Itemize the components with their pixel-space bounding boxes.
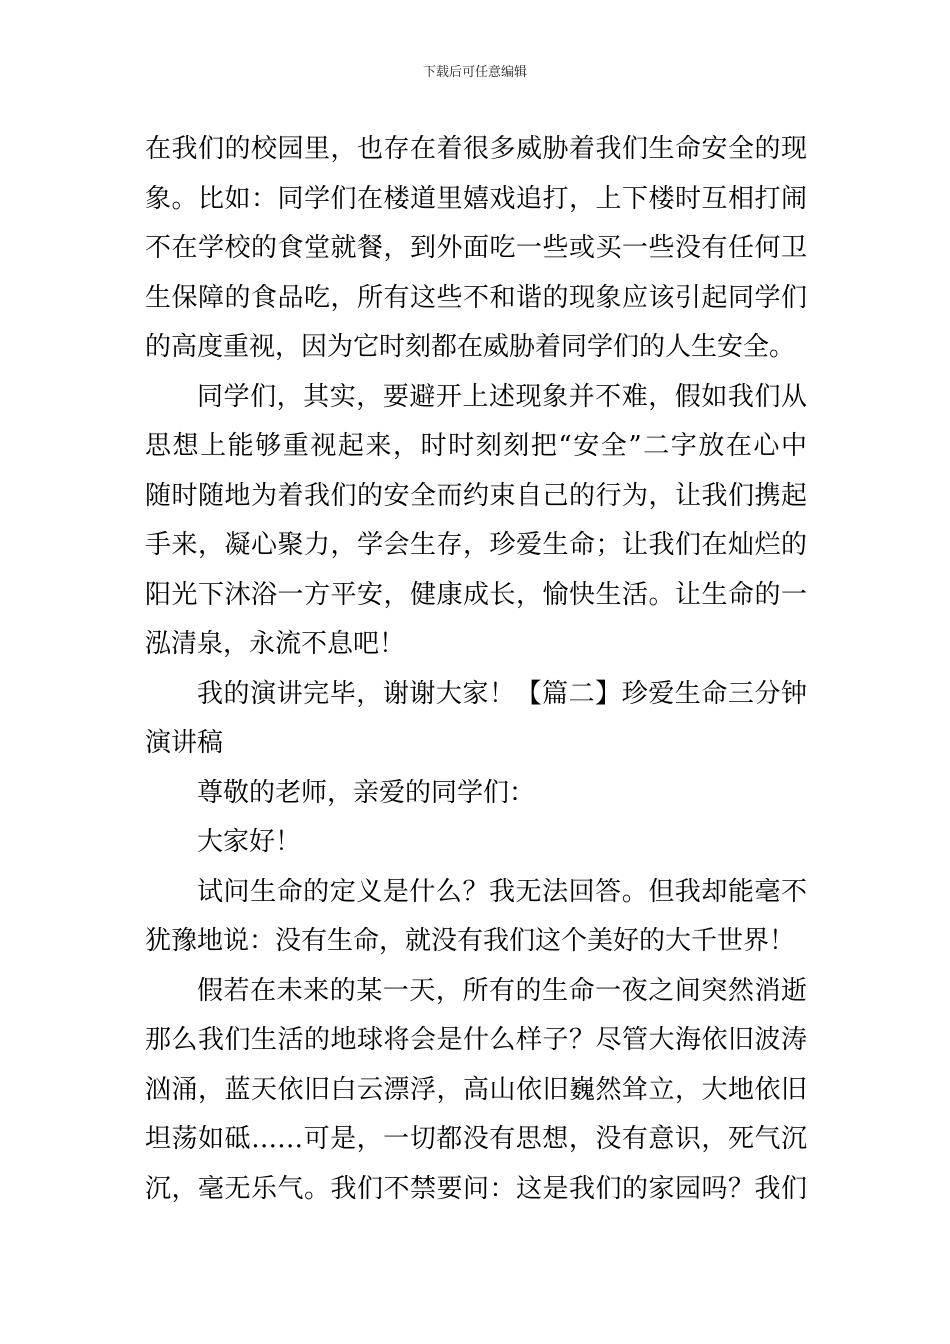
text-line: 阳光下沐浴一方平安，健康成长，愉快生活。让生命的一 [145,579,807,610]
text-line: 随时随地为着我们的安全而约束自己的行为，让我们携起 [145,480,807,511]
document-body [145,125,807,1214]
text-line: 同学们，其实，要避开上述现象并不难，假如我们从 [197,381,807,412]
text-line: 生保障的食品吃，所有这些不和谐的现象应该引起同学们 [145,282,807,313]
text-line: 沉，毫无乐气。我们不禁要问：这是我们的家园吗？我们 [145,1173,807,1204]
text-line: 象。比如：同学们在楼道里嬉戏追打，上下楼时互相打闹 [145,183,807,214]
text-line: 我的演讲完毕，谢谢大家！【篇二】珍爱生命三分钟 [197,678,807,709]
text-line: 演讲稿 [145,728,224,758]
text-line: 大家好！ [197,827,302,857]
text-line: 汹涌，蓝天依旧白云漂浮，高山依旧巍然耸立，大地依旧 [145,1074,807,1105]
text-line: 的高度重视，因为它时刻都在威胁着同学们的人生安全。 [145,332,796,362]
text-line: 在我们的校园里，也存在着很多威胁着我们生命安全的现 [145,134,807,164]
text-line: 尊敬的老师，亲爱的同学们： [197,777,536,808]
page-header: 下载后可任意编辑 [422,65,527,80]
text-line: 假若在未来的某一天，所有的生命一夜之间突然消逝 [197,975,807,1006]
text-line: 不在学校的食堂就餐，到外面吃一些或买一些没有任何卫 [145,233,807,263]
text-line: 那么我们生活的地球将会是什么样子？尽管大海依旧波涛 [145,1025,807,1055]
text-line: 坦荡如砥……可是，一切都没有思想，没有意识，死气沉 [145,1124,807,1154]
text-line: 泓清泉，永流不息吧！ [145,629,406,659]
text-line: 犹豫地说：没有生命，就没有我们这个美好的大千世界！ [145,926,796,956]
text-line: 试问生命的定义是什么？我无法回答。但我却能毫不 [197,876,807,907]
text-line: 手来，凝心聚力，学会生存，珍爱生命；让我们在灿烂的 [145,530,807,560]
text-line: 思想上能够重视起来，时时刻刻把“安全”二字放在心中 [145,431,807,461]
